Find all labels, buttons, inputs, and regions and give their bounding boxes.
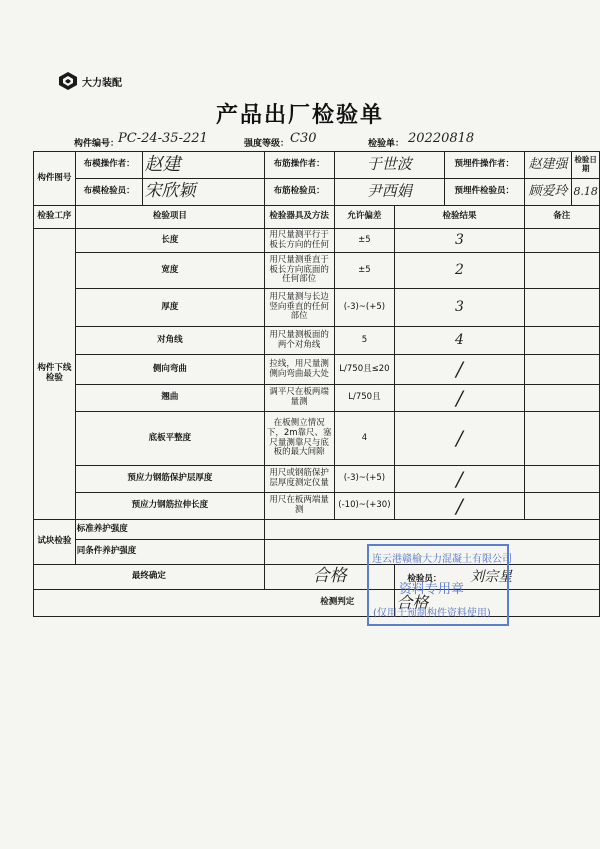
item-result: 3 bbox=[395, 289, 524, 327]
inspect-date-label: 检验日期 bbox=[572, 152, 600, 179]
item-method: 用尺量测与长边竖向垂直的任何部位 bbox=[264, 289, 334, 327]
judgement-value: 合格 bbox=[395, 590, 600, 617]
item-label: 宽度 bbox=[75, 253, 264, 289]
item-tolerance: 5 bbox=[334, 327, 395, 355]
item-result: 3 bbox=[395, 229, 524, 253]
item-remark bbox=[524, 385, 599, 412]
company-name: 大力装配 bbox=[82, 78, 122, 89]
col-tolerance: 允许偏差 bbox=[334, 206, 395, 229]
item-tolerance: 4 bbox=[334, 412, 395, 466]
company-logo-icon bbox=[58, 71, 78, 91]
item-label: 翘曲 bbox=[75, 385, 264, 412]
inspection-table bbox=[33, 151, 600, 617]
item-result: 2 bbox=[395, 253, 524, 289]
trial-standard-label: 标准养护强度 bbox=[75, 520, 264, 540]
form-title: 产品出厂检验单 bbox=[215, 103, 384, 128]
item-remark bbox=[524, 327, 599, 355]
inspector-value: 刘宗星 bbox=[470, 568, 513, 585]
stamp-line-1: 连云港赣榆大力混凝土有限公司 bbox=[372, 554, 512, 565]
item-tolerance: (-3)~(+5) bbox=[334, 466, 395, 493]
mold-operator-label: 布模操作者： bbox=[75, 152, 143, 179]
item-result: / bbox=[395, 466, 524, 493]
inspect-no-label: 检验单： bbox=[368, 139, 405, 149]
final-label: 最终确定 bbox=[34, 565, 265, 590]
rebar-operator-value: 于世波 bbox=[334, 152, 444, 179]
item-method: 用尺量测板面的两个对角线 bbox=[264, 327, 334, 355]
rebar-inspector-value: 尹西娟 bbox=[334, 179, 444, 206]
trial-same-condition-label: 同条件养护强度 bbox=[75, 540, 264, 565]
drawing-no-label: 构件图号 bbox=[34, 152, 76, 206]
item-method: 调平尺在板两端量测 bbox=[264, 385, 334, 412]
item-result: / bbox=[395, 385, 524, 412]
judgement-label: 检测判定 bbox=[34, 590, 395, 617]
item-tolerance: (-3)~(+5) bbox=[334, 289, 395, 327]
item-label: 长度 bbox=[75, 229, 264, 253]
final-value: 合格 bbox=[264, 565, 394, 590]
item-label: 预应力钢筋保护层厚度 bbox=[75, 466, 264, 493]
trial-standard-value bbox=[264, 520, 599, 540]
item-method: 用尺或钢筋保护层厚度测定仪量 bbox=[264, 466, 334, 493]
col-remark: 备注 bbox=[524, 206, 599, 229]
mold-operator-value: 赵建 bbox=[143, 152, 264, 179]
item-result: 4 bbox=[395, 327, 524, 355]
inspect-no-value: 20220818 bbox=[408, 131, 475, 146]
inspector-label: 检验员： bbox=[407, 573, 442, 584]
item-label: 对角线 bbox=[75, 327, 264, 355]
strength-label: 强度等级： bbox=[244, 139, 290, 149]
embed-operator-value: 赵建强 bbox=[524, 152, 572, 179]
item-method: 在板侧立情况下，2m靠尺、塞尺量测靠尺与底板的最大间隙 bbox=[264, 412, 334, 466]
mold-inspector-value: 宋欣颖 bbox=[143, 179, 264, 206]
item-label: 厚度 bbox=[75, 289, 264, 327]
item-label: 底板平整度 bbox=[75, 412, 264, 466]
item-result: / bbox=[395, 493, 524, 520]
rebar-operator-label: 布筋操作者： bbox=[264, 152, 334, 179]
item-result: / bbox=[395, 355, 524, 385]
embed-operator-label: 预埋件操作者： bbox=[444, 152, 524, 179]
company-seal-stamp bbox=[367, 544, 512, 626]
item-tolerance: ±5 bbox=[334, 253, 395, 289]
item-remark bbox=[524, 253, 599, 289]
col-process: 检验工序 bbox=[34, 206, 76, 229]
embed-inspector-value: 顾爱玲 bbox=[524, 179, 572, 206]
item-result: / bbox=[395, 412, 524, 466]
inspect-date-value: 8.18 bbox=[572, 179, 600, 206]
rebar-inspector-label: 布筋检验员： bbox=[264, 179, 334, 206]
mold-inspector-label: 布模检验员： bbox=[75, 179, 143, 206]
col-item: 检验项目 bbox=[75, 206, 264, 229]
stamp-line-2: 资料专用章 bbox=[399, 582, 465, 597]
col-result: 检验结果 bbox=[395, 206, 524, 229]
item-remark bbox=[524, 355, 599, 385]
item-tolerance: L/750且 bbox=[334, 385, 395, 412]
stamp-line-3: (仅用于预制构件资料使用) bbox=[373, 608, 491, 619]
item-remark bbox=[524, 412, 599, 466]
part-no-label: 构件编号： bbox=[74, 139, 120, 149]
item-tolerance: (-10)~(+30) bbox=[334, 493, 395, 520]
strength-value: C30 bbox=[290, 131, 317, 146]
item-remark bbox=[524, 229, 599, 253]
item-label: 预应力钢筋拉伸长度 bbox=[75, 493, 264, 520]
item-method: 拉线，用尺量测侧向弯曲最大处 bbox=[264, 355, 334, 385]
item-label: 侧向弯曲 bbox=[75, 355, 264, 385]
item-remark bbox=[524, 466, 599, 493]
process-group-label: 构件下线检验 bbox=[34, 229, 76, 520]
col-method: 检验器具及方法 bbox=[264, 206, 334, 229]
item-tolerance: ±5 bbox=[334, 229, 395, 253]
trial-group-label: 试块检验 bbox=[34, 520, 76, 565]
item-method: 用尺量测垂直于板长方向底面的任何部位 bbox=[264, 253, 334, 289]
embed-inspector-label: 预埋件检验员： bbox=[444, 179, 524, 206]
item-tolerance: L/750且≤20 bbox=[334, 355, 395, 385]
item-method: 用尺量测平行于板长方向的任何 bbox=[264, 229, 334, 253]
item-method: 用尺在板两端量测 bbox=[264, 493, 334, 520]
item-remark bbox=[524, 289, 599, 327]
item-remark bbox=[524, 493, 599, 520]
part-no-value: PC-24-35-221 bbox=[118, 131, 208, 146]
